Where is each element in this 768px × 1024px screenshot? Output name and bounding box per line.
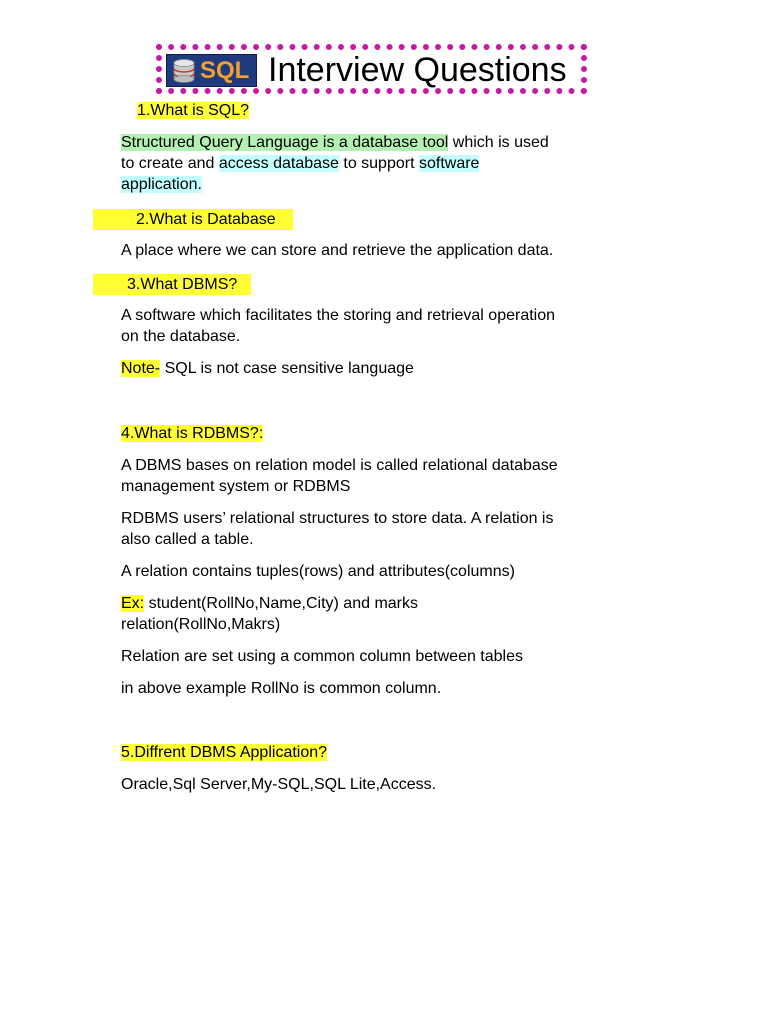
answer-4-para-1-line-1: A DBMS bases on relation model is called relational database	[121, 457, 558, 474]
answer-1-text: to create and	[121, 155, 219, 172]
answer-1-highlight-software: software	[418, 155, 480, 172]
question-2-heading: 2.What is Database	[93, 209, 293, 230]
answer-1-line-3	[121, 174, 202, 195]
answer-4-para-2-line-2: also called a table.	[121, 531, 254, 548]
answer-1-highlight-access: access database	[218, 155, 339, 172]
note-label: Note-	[121, 360, 161, 377]
answer-4-para-1-line-2: management system or RDBMS	[121, 478, 351, 495]
question-1-heading	[137, 100, 249, 121]
answer-1-line-1	[121, 132, 549, 153]
page-title: Interview Questions	[268, 51, 567, 89]
note-line	[121, 358, 414, 379]
answer-1-line-2	[121, 153, 479, 174]
database-icon	[171, 58, 197, 84]
question-4-heading-text: 4.What is RDBMS?:	[121, 425, 264, 442]
answer-3-line-1: A software which facilitates the storing and retrieval operation	[121, 307, 556, 324]
answer-1-highlight-application: application.	[121, 176, 202, 193]
example-text: student(RollNo,Name,City) and marks	[144, 595, 418, 612]
example-line-2: relation(RollNo,Makrs)	[121, 616, 281, 633]
answer-1-text: which is used	[448, 134, 549, 151]
sql-logo	[166, 54, 257, 87]
question-4-heading	[121, 423, 263, 444]
answer-2: A place where we can store and retrieve the application data.	[121, 242, 554, 259]
question-5-heading-text: 5.Diffrent DBMS Application?	[121, 744, 328, 761]
answer-1-highlight-definition: Structured Query Language is a database tool	[121, 134, 449, 151]
question-3-heading: 3.What DBMS?	[93, 274, 251, 295]
question-5-heading	[121, 742, 327, 763]
answer-3-line-2: on the database.	[121, 328, 241, 345]
example-label: Ex:	[121, 595, 145, 612]
answer-4-para-5: in above example RollNo is common column.	[121, 680, 442, 697]
example-line-1	[121, 593, 418, 614]
question-1-heading-text: 1.What is SQL?	[137, 102, 250, 119]
note-text: SQL is not case sensitive language	[160, 360, 414, 377]
answer-4-para-4: Relation are set using a common column between tables	[121, 648, 523, 665]
answer-4-para-3: A relation contains tuples(rows) and attributes(columns)	[121, 563, 515, 580]
answer-1-text: to support	[338, 155, 419, 172]
answer-4-para-2-line-1: RDBMS users’ relational structures to store data. A relation is	[121, 510, 554, 527]
logo-label: SQL	[200, 56, 250, 84]
answer-5: Oracle,Sql Server,My-SQL,SQL Lite,Access.	[121, 776, 437, 793]
